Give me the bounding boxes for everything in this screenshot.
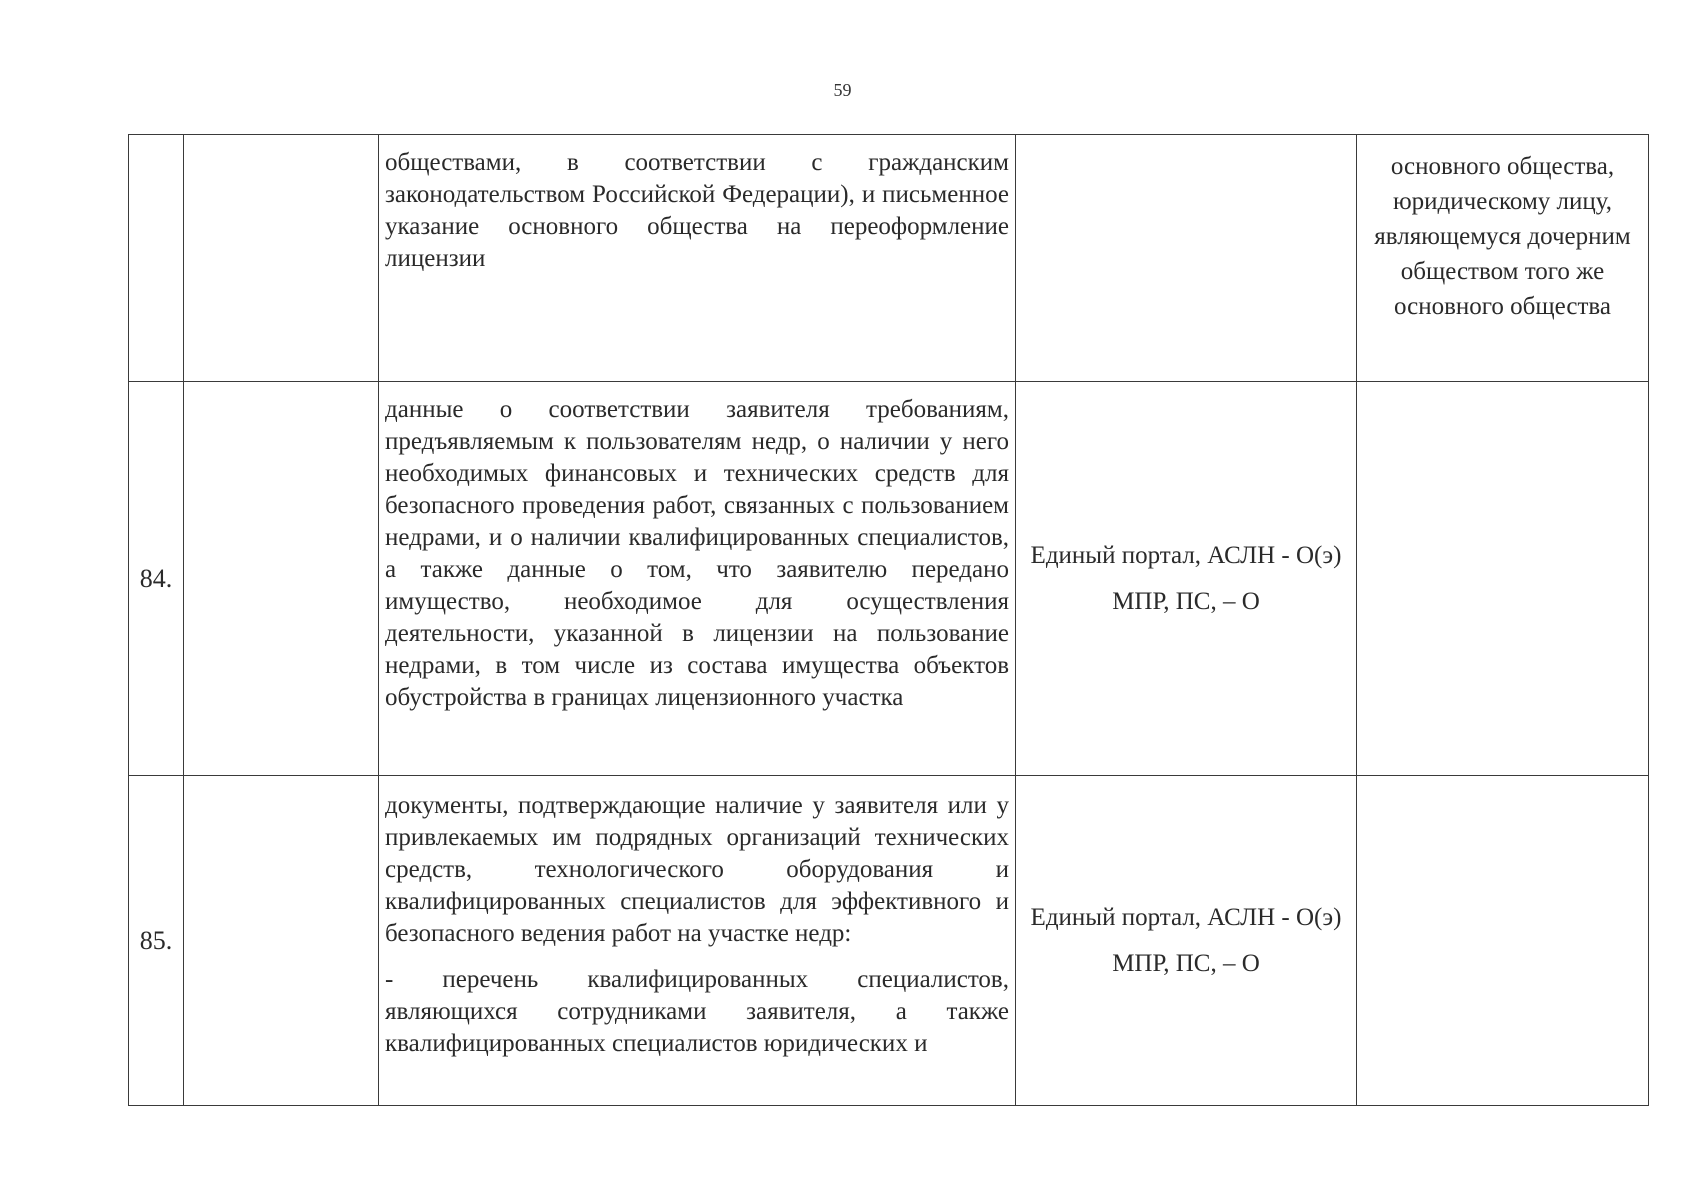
source-cell	[1016, 776, 1357, 1106]
description-cell	[379, 776, 1016, 1106]
row-number-cell: 84.	[129, 382, 184, 776]
document-table	[128, 134, 1649, 1106]
source-cell	[1016, 382, 1357, 776]
note-cell	[1357, 382, 1649, 776]
note-cell	[1357, 776, 1649, 1106]
note-text	[1357, 776, 1648, 790]
source-line-agencies: МПР, ПС, – О	[1112, 587, 1260, 615]
page-number: 59	[833, 80, 852, 100]
table-row	[129, 382, 1649, 776]
description-text: данные о соответствии заявителя требованиям, предъявляемым к пользователям недр, о наличии у него необходимых финансовых и технических средств для безопасного проведения работ, связанных с пользованием недрами, и о наличии квалифицированных специалистов, а также данные о том, что заявителю передано имущество, необходимое для осуществления деятельности, указанной в лицензии на пользование недрами, в том числе из состава имущества объектов обустройства в границах лицензионного участка	[385, 396, 1009, 711]
note-text: основного общества, юридическому лицу, являющемуся дочерним обществом того же основного общества	[1374, 153, 1631, 320]
note-text	[1357, 382, 1648, 396]
source-line-portal: Единый портал, АСЛН - О(э)	[1030, 903, 1342, 931]
source-line-portal: Единый портал, АСЛН - О(э)	[1030, 541, 1342, 569]
description-cell	[379, 382, 1016, 776]
description-text: обществами, в соответствии с гражданским законодательством Российской Федерации), и письменное указание основного общества на переоформление лицензии	[385, 149, 1009, 272]
empty-cell	[184, 776, 379, 1106]
source-cell	[1016, 135, 1357, 382]
empty-cell	[184, 135, 379, 382]
description-text: документы, подтверждающие наличие у заявителя или у привлекаемых им подрядных организаций технических средств, технологического оборудования и квалифицированных специалистов для эффективного и безопасного ведения работ на участке недр:	[385, 792, 1009, 947]
row-number-cell: 85.	[129, 776, 184, 1106]
note-cell	[1357, 135, 1649, 382]
table-row	[129, 135, 1649, 382]
empty-cell	[184, 382, 379, 776]
description-text-list-item: - перечень квалифицированных специалистов, являющихся сотрудниками заявителя, а также квалифицированных специалистов юридических и	[385, 966, 1009, 1057]
description-cell	[379, 135, 1016, 382]
source-line-agencies: МПР, ПС, – О	[1112, 949, 1260, 977]
table-row	[129, 776, 1649, 1106]
row-number-cell	[129, 135, 184, 382]
